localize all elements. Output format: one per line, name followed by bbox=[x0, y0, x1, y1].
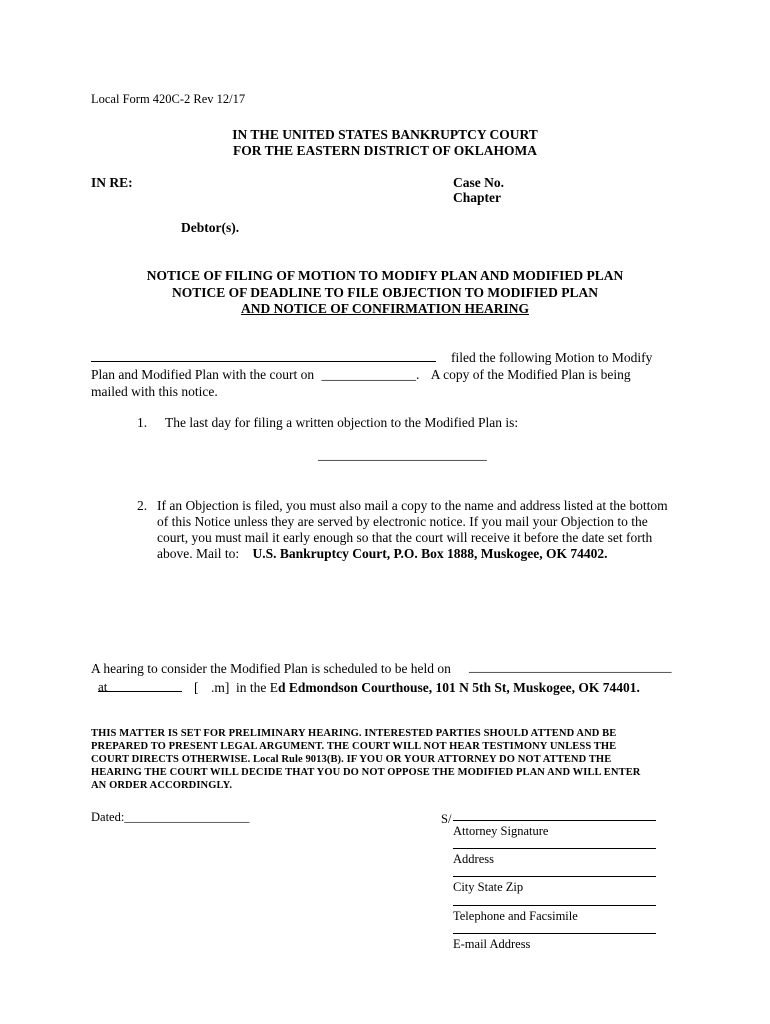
item2-line3: court, you must mail it early enough so that the court will receive it before the date set forth bbox=[157, 530, 653, 545]
intro-text-line2 bbox=[91, 367, 631, 383]
notice-title-line1: NOTICE OF FILING OF MOTION TO MODIFY PLAN AND MODIFIED PLAN bbox=[146, 268, 624, 283]
hearing-meridiem: .m] bbox=[211, 680, 230, 695]
intro-text-line2a: Plan and Modified Plan with the court on bbox=[91, 367, 315, 382]
in-the-e-text: in the E bbox=[236, 680, 278, 695]
telephone-line[interactable] bbox=[453, 905, 656, 906]
item1-number: 1. bbox=[137, 415, 148, 430]
hearing-date-blank[interactable]: ______________________________ bbox=[469, 659, 672, 674]
matter-line4: HEARING THE COURT WILL DECIDE THAT YOU DO NOT OPPOSE THE MODIFIED PLAN AND WILL ENTER bbox=[91, 767, 641, 778]
intro-text-line2b: A copy of the Modified Plan is being bbox=[430, 367, 631, 382]
hearing-time-blank[interactable] bbox=[98, 691, 182, 692]
court-name-line2: FOR THE EASTERN DISTRICT OF OKLAHOMA bbox=[233, 143, 537, 158]
filing-date-blank[interactable]: ______________. bbox=[321, 367, 420, 382]
hearing-text-line1: A hearing to consider the Modified Plan is scheduled to be held on bbox=[91, 661, 451, 676]
item2-number: 2. bbox=[137, 498, 148, 513]
signature-prefix: S/ bbox=[441, 812, 452, 826]
intro-text-line3: mailed with this notice. bbox=[91, 384, 218, 399]
notice-title-line2: NOTICE OF DEADLINE TO FILE OBJECTION TO MODIFIED PLAN bbox=[171, 285, 599, 300]
matter-line5: AN ORDER ACCORDINGLY. bbox=[91, 780, 233, 791]
address-label: Address bbox=[453, 852, 494, 866]
court-mailing-address: U.S. Bankruptcy Court, P.O. Box 1888, Muskogee, OK 74402. bbox=[252, 546, 608, 561]
item2-line4 bbox=[157, 546, 608, 562]
dated-field[interactable]: Dated:____________________ bbox=[91, 810, 250, 824]
courthouse-address: d Edmondson Courthouse, 101 N 5th St, Muskogee, OK 74401. bbox=[278, 680, 640, 695]
notice-title-line3: AND NOTICE OF CONFIRMATION HEARING bbox=[240, 301, 529, 316]
intro-text-line1: filed the following Motion to Modify bbox=[451, 350, 653, 365]
hearing-time-bracket: [ bbox=[194, 680, 199, 695]
chapter-label: Chapter bbox=[453, 190, 501, 205]
court-name-line1: IN THE UNITED STATES BANKRUPTCY COURT bbox=[232, 127, 538, 142]
city-state-zip-label: City State Zip bbox=[453, 880, 524, 894]
debtors-label: Debtor(s). bbox=[181, 220, 240, 235]
form-id: Local Form 420C-2 Rev 12/17 bbox=[91, 92, 246, 106]
email-label: E-mail Address bbox=[453, 937, 531, 951]
attorney-signature-label: Attorney Signature bbox=[453, 824, 549, 838]
signature-line[interactable] bbox=[453, 820, 656, 821]
item2-line1: If an Objection is filed, you must also mail a copy to the name and address listed at the bottom bbox=[157, 498, 668, 513]
filer-name-blank[interactable] bbox=[91, 361, 436, 362]
matter-line2: PREPARED TO PRESENT LEGAL ARGUMENT. THE COURT WILL NOT HEAR TESTIMONY UNLESS THE bbox=[91, 741, 617, 752]
item1-text: The last day for filing a written objection to the Modified Plan is: bbox=[165, 415, 519, 430]
objection-deadline-blank[interactable]: _________________________ bbox=[318, 447, 487, 462]
matter-line1: THIS MATTER IS SET FOR PRELIMINARY HEARING. INTERESTED PARTIES SHOULD ATTEND AND BE bbox=[91, 728, 617, 739]
hearing-location-line bbox=[236, 680, 640, 696]
in-re-label: IN RE: bbox=[91, 175, 133, 190]
item2-line2: of this Notice unless they are served by electronic notice. If you mail your Objection to the bbox=[157, 514, 648, 529]
matter-line3: COURT DIRECTS OTHERWISE. Local Rule 9013(B). IF YOU OR YOUR ATTORNEY DO NOT ATTEND THE bbox=[91, 754, 612, 765]
address-line[interactable] bbox=[453, 848, 656, 849]
at-label: at bbox=[98, 679, 108, 694]
email-line[interactable] bbox=[453, 933, 656, 934]
mail-to-label: above. Mail to: bbox=[157, 546, 240, 561]
telephone-label: Telephone and Facsimile bbox=[453, 909, 578, 923]
city-state-zip-line[interactable] bbox=[453, 876, 656, 877]
case-no-label: Case No. bbox=[453, 175, 504, 190]
